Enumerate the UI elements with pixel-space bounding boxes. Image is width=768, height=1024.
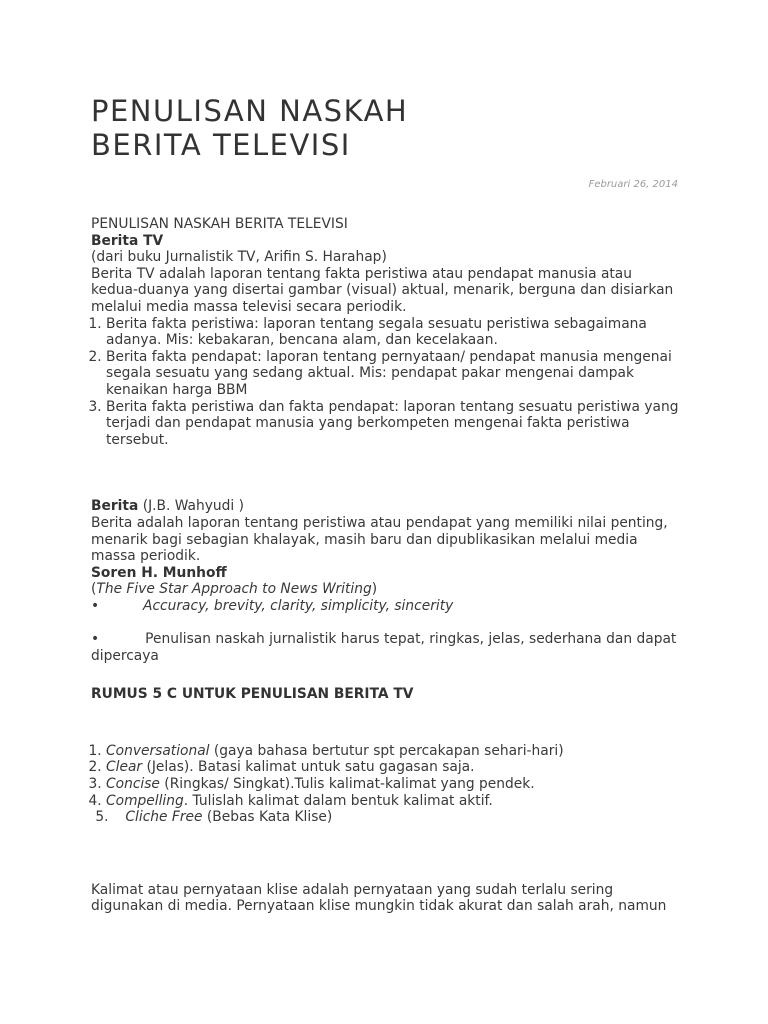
page-title-line2: BERITA TELEVISI: [91, 128, 351, 162]
article-body: [91, 216, 681, 915]
author-name: Soren H. Munhoff: [91, 564, 227, 581]
book-reference: (The Five Star Approach to News Writing): [91, 581, 378, 598]
term-berita: Berita: [91, 498, 139, 515]
source-note: (dari buku Jurnalistik TV, Arifin S. Harahap): [91, 249, 387, 266]
page-title-line1: PENULISAN NASKAH: [91, 94, 409, 128]
bullet-icon: •: [91, 631, 100, 648]
list-item: 1. Berita fakta peristiwa: laporan tentang segala sesuatu peristiwa sebagaimana adanya. Mis: kebakaran, bencana alam, dan kecelakaan.: [106, 316, 681, 349]
page-title: [91, 94, 408, 162]
book-title: The Five Star Approach to News Writing: [96, 581, 372, 598]
bullet-item: [91, 631, 681, 664]
bullet-item: [91, 598, 681, 615]
list-item: 3. Berita fakta peristiwa dan fakta pendapat: laporan tentang sesuatu peristiwa yang terjadi dan pendapat manusia yang berkompeten mengenai fakta peristiwa tersebut.: [106, 399, 681, 449]
section-heading: PENULISAN NASKAH BERITA TELEVISI: [91, 216, 348, 232]
list-item: 3. Concise (Ringkas/ Singkat).Tulis kalimat-kalimat yang pendek.: [106, 776, 681, 793]
post-date: Februari 26, 2014: [588, 179, 678, 190]
list-item: 1. Conversational (gaya bahasa bertutur spt percakapan sehari-hari): [106, 743, 681, 760]
rumus-heading: RUMUS 5 C UNTUK PENULISAN BERITA TV: [91, 686, 414, 703]
bullet-text: Penulisan naskah jurnalistik harus tepat, ringkas, jelas, sederhana dan dapat dipercaya: [91, 631, 677, 664]
bullet-icon: •: [91, 597, 100, 614]
rumus-list: [91, 743, 681, 809]
definition-paragraph: Berita TV adalah laporan tentang fakta peristiwa atau pendapat manusia atau kedua-duanya yang disertai gambar (visual) aktual, menarik, berguna dan disiarkan melalui media massa televisi secara periodik.: [91, 265, 674, 315]
list-item: 2. Clear (Jelas). Batasi kalimat untuk satu gagasan saja.: [106, 759, 681, 776]
fact-types-list: [91, 316, 681, 449]
author-note: (J.B. Wahyudi ): [138, 498, 244, 515]
list-item: 5. Cliche Free (Bebas Kata Klise): [95, 809, 333, 826]
bullet-text: Accuracy, brevity, clarity, simplicity, sincerity: [143, 597, 454, 614]
list-item: 2. Berita fakta pendapat: laporan tentang pernyataan/ pendapat manusia mengenai segala sesuatu yang sedang aktual. Mis: pendapat pakar mengenai dampak kenaikan harga BBM: [106, 349, 681, 399]
berita-definition-text: Berita adalah laporan tentang peristiwa atau pendapat yang memiliki nilai penting, menarik bagi sebagian khalayak, masih baru dan dipublikasikan melalui media massa periodik.: [91, 514, 668, 565]
list-item: 4. Compelling. Tulislah kalimat dalam bentuk kalimat aktif.: [106, 793, 681, 810]
closing-paragraph: Kalimat atau pernyataan klise adalah pernyataan yang sudah terlalu sering digunakan di media. Pernyataan klise mungkin tidak akurat dan salah arah, namun: [91, 881, 667, 915]
subheading-berita-tv: Berita TV: [91, 232, 164, 249]
berita-definition: [91, 498, 681, 515]
